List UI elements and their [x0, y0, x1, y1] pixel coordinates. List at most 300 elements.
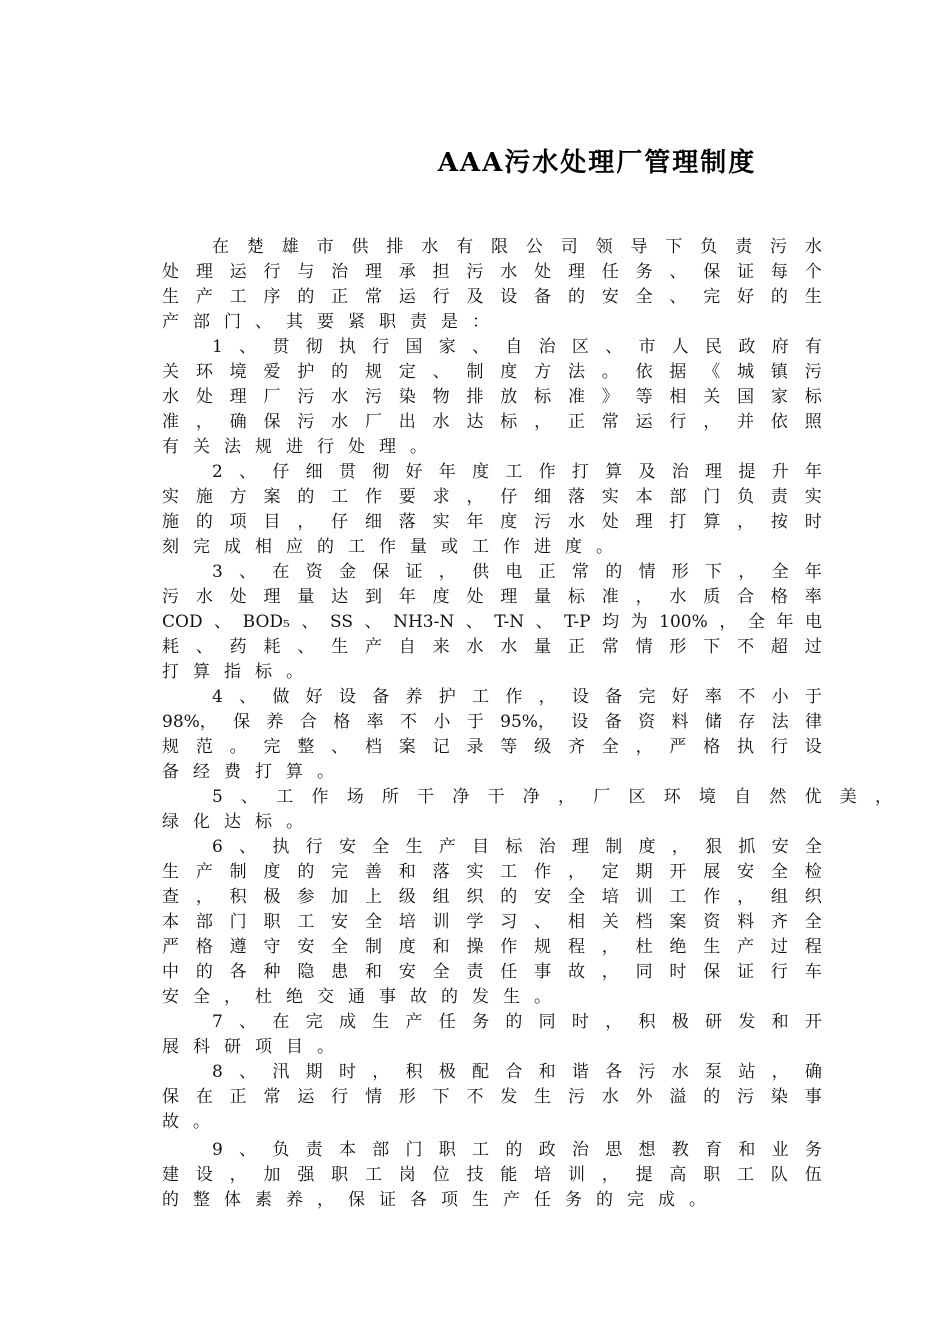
body-char: 仔: [272, 462, 290, 482]
body-char: 是: [441, 312, 458, 332]
body-char: 极: [671, 1012, 689, 1032]
body-char: 紧: [348, 312, 365, 332]
body-char: 好: [305, 687, 323, 707]
body-line: [162, 285, 822, 310]
body-char: 全: [364, 912, 382, 932]
body-char: 档: [635, 912, 653, 932]
body-char: 严: [669, 737, 687, 757]
body-char: 。: [286, 812, 303, 832]
body-char: 度: [500, 362, 518, 382]
body-char: 正: [567, 637, 585, 657]
body-char: 污: [737, 1087, 755, 1107]
body-char: 教: [671, 1140, 689, 1160]
body-char: 、: [239, 562, 257, 582]
body-char: 担: [432, 262, 450, 282]
body-char: 全: [331, 937, 349, 957]
body-char: 成: [658, 1190, 675, 1210]
body-char: 正: [229, 1087, 247, 1107]
body-char: 水: [466, 637, 484, 657]
body-char: 保: [703, 262, 721, 282]
body-char: 、: [301, 612, 319, 632]
body-char: 和: [432, 937, 450, 957]
body-char: 和: [771, 1012, 789, 1032]
body-char: 训: [432, 912, 450, 932]
body-char: 在: [212, 237, 229, 257]
body-char: 下: [665, 237, 683, 257]
body-char: 。: [534, 987, 551, 1007]
body-char: 部: [195, 912, 213, 932]
body-char: 工: [505, 462, 523, 482]
body-char: 爱: [263, 362, 281, 382]
body-char: 家: [438, 337, 456, 357]
body-char: 放: [500, 387, 518, 407]
body-char: 职: [379, 312, 396, 332]
body-char: 度: [263, 862, 281, 882]
body-char: 、: [239, 1062, 257, 1082]
body-char: 时: [804, 512, 822, 532]
body-char: 交: [317, 987, 334, 1007]
body-char: 据: [669, 362, 687, 382]
body-char: 保: [162, 1087, 179, 1107]
body-char: 工: [500, 862, 518, 882]
body-char: 谐: [571, 1062, 589, 1082]
body-char: 不: [400, 712, 418, 732]
body-char: 育: [705, 1140, 723, 1160]
body-char: 人: [671, 337, 689, 357]
body-char: 加: [331, 887, 349, 907]
body-char: 量: [534, 587, 552, 607]
body-char: ，: [601, 937, 619, 957]
body-char: 常: [601, 637, 619, 657]
body-char: 和: [738, 1140, 756, 1160]
body-char: 处: [229, 587, 247, 607]
body-char: ，: [567, 862, 585, 882]
body-char: 处: [466, 587, 484, 607]
body-char: 同: [538, 1012, 556, 1032]
body-line: [162, 560, 822, 585]
body-char: 部: [669, 487, 687, 507]
body-char: 通: [348, 987, 365, 1007]
body-char: 、: [669, 287, 687, 307]
body-char: 种: [263, 962, 281, 982]
body-char: 、: [255, 312, 272, 332]
body-char: ，: [534, 412, 552, 432]
body-line: [162, 385, 822, 410]
body-char: 度: [565, 537, 582, 557]
body-char: 发: [472, 987, 489, 1007]
body-char: 好: [405, 462, 423, 482]
body-char: 产: [195, 862, 213, 882]
body-char: 在: [272, 1012, 290, 1032]
body-char: 正: [567, 412, 585, 432]
body-char: 承: [398, 262, 416, 282]
body-char: 及: [638, 462, 656, 482]
body-char: 、: [239, 687, 257, 707]
body-char: 生: [804, 287, 822, 307]
body-char: 自: [734, 787, 752, 807]
body-char: 水: [162, 387, 179, 407]
body-char: 算: [193, 662, 210, 682]
body-char: 保: [263, 412, 281, 432]
body-char: 标: [534, 387, 552, 407]
body-char: 费: [224, 762, 241, 782]
body-char: 目: [472, 837, 490, 857]
body-char: 外: [635, 1087, 653, 1107]
body-char: 水: [671, 1062, 689, 1082]
body-char: 的: [195, 962, 213, 982]
body-char: 理: [705, 462, 723, 482]
body-char: 水: [500, 637, 518, 657]
body-char: 的: [317, 537, 334, 557]
body-char: 打: [162, 662, 179, 682]
body-char: 的: [297, 862, 315, 882]
body-char: 责: [735, 237, 753, 257]
body-char: 全: [747, 612, 765, 632]
body-char: 实: [601, 487, 619, 507]
body-char: 相: [669, 387, 687, 407]
body-char: ，: [703, 412, 721, 432]
body-char: 水: [331, 412, 349, 432]
body-char: 研: [705, 1012, 723, 1032]
body-char: 的: [505, 1012, 523, 1032]
body-char: 队: [770, 1165, 788, 1185]
body-char: 积: [405, 1062, 423, 1082]
body-char: 生: [472, 1190, 489, 1210]
body-char: 彻: [305, 337, 323, 357]
body-char: 法: [224, 437, 241, 457]
body-char: 生: [405, 837, 423, 857]
body-char: 档: [364, 737, 382, 757]
body-char: 设: [571, 712, 589, 732]
body-char: 泵: [705, 1062, 723, 1082]
body-char: 工: [669, 887, 687, 907]
body-char: 积: [229, 887, 247, 907]
body-char: 打: [255, 762, 272, 782]
body-char: 安: [601, 287, 619, 307]
body-char: 思: [605, 1140, 623, 1160]
body-char: 每: [770, 262, 788, 282]
body-char: 、: [195, 637, 213, 657]
body-char: 环: [663, 787, 681, 807]
body-char: 、: [214, 612, 232, 632]
body-char: 的: [500, 887, 518, 907]
body-char: 落: [398, 512, 416, 532]
body-char: 工: [229, 287, 247, 307]
body-char: 事: [379, 987, 396, 1007]
body-char: 极: [438, 1062, 456, 1082]
body-char: 运: [635, 412, 653, 432]
body-char: 和: [364, 962, 382, 982]
body-char: 要: [317, 312, 334, 332]
body-char: 。: [229, 737, 247, 757]
body-char: 行: [770, 737, 788, 757]
body-char: 汛: [272, 1062, 290, 1082]
body-char: 完: [703, 287, 721, 307]
body-char: 法: [567, 362, 585, 382]
body-char: 度: [500, 512, 518, 532]
body-char: 抓: [738, 837, 756, 857]
body-char: 项: [229, 512, 247, 532]
body-char: 达: [224, 812, 241, 832]
body-char: BOD₅: [242, 612, 290, 632]
body-line: [162, 360, 822, 385]
body-char: 境: [229, 362, 247, 382]
body-char: 产: [162, 312, 179, 332]
body-char: 年: [776, 612, 794, 632]
body-char: 7: [212, 1012, 223, 1032]
body-char: 相: [567, 912, 585, 932]
body-char: 证: [405, 562, 423, 582]
body-char: 升: [771, 462, 789, 482]
body-char: 作: [364, 487, 382, 507]
body-char: 岗: [398, 1165, 416, 1185]
body-char: 年: [438, 462, 456, 482]
body-line: [162, 1035, 822, 1060]
body-char: 准: [162, 412, 179, 432]
body-char: 项: [255, 1037, 272, 1057]
body-char: 依: [770, 412, 788, 432]
body-char: 污: [364, 387, 382, 407]
body-char: 的: [596, 1190, 613, 1210]
body-line: [162, 1060, 822, 1085]
body-char: 务: [565, 1190, 582, 1210]
body-char: 打: [571, 462, 589, 482]
body-char: 养: [405, 687, 423, 707]
body-char: 严: [162, 937, 179, 957]
body-char: 备: [604, 712, 622, 732]
body-char: 、: [239, 1140, 257, 1160]
body-char: 率: [804, 587, 822, 607]
body-char: 规: [162, 737, 179, 757]
body-char: 检: [804, 862, 822, 882]
body-char: 任: [534, 1190, 551, 1210]
body-char: 有: [456, 237, 474, 257]
body-char: 治: [671, 462, 689, 482]
body-char: 养: [286, 1190, 303, 1210]
body-char: 本: [162, 912, 179, 932]
body-char: ，: [466, 487, 484, 507]
body-line: [162, 885, 822, 910]
body-char: 理: [195, 262, 213, 282]
body-char: 处: [534, 262, 552, 282]
body-char: 指: [224, 662, 241, 682]
body-char: 厂: [263, 387, 281, 407]
body-char: 厂: [593, 787, 611, 807]
body-char: 细: [364, 512, 382, 532]
body-char: 刻: [162, 537, 179, 557]
body-char: 到: [364, 587, 382, 607]
body-char: 制: [229, 862, 247, 882]
body-char: 工: [472, 1140, 490, 1160]
body-char: 整: [297, 737, 315, 757]
body-char: 案: [263, 487, 281, 507]
body-char: 故: [162, 1112, 179, 1132]
body-char: 强: [297, 1165, 315, 1185]
body-char: 细: [305, 462, 323, 482]
body-char: 物: [432, 387, 450, 407]
body-char: 作: [311, 787, 329, 807]
body-char: 职: [438, 1140, 456, 1160]
body-char: 等: [500, 737, 518, 757]
body-char: 标: [255, 662, 272, 682]
body-char: 率: [705, 687, 723, 707]
body-char: 楚: [246, 237, 264, 257]
body-char: 治: [538, 837, 556, 857]
body-char: 故: [567, 962, 585, 982]
body-char: 量: [297, 587, 315, 607]
body-char: 国: [405, 337, 423, 357]
body-char: 5: [212, 787, 223, 807]
body-char: 水: [331, 387, 349, 407]
body-char: 展: [703, 862, 721, 882]
body-char: 于: [804, 687, 822, 707]
body-char: 安: [331, 912, 349, 932]
body-char: 。: [286, 662, 303, 682]
body-char: 。: [596, 537, 613, 557]
body-char: 执: [737, 737, 755, 757]
body-char: ，: [874, 787, 892, 807]
body-char: 门: [405, 1140, 423, 1160]
body-char: 记: [432, 737, 450, 757]
body-char: 关: [601, 912, 619, 932]
body-char: 建: [162, 1165, 179, 1185]
body-char: 案: [669, 912, 687, 932]
body-char: 应: [286, 537, 303, 557]
body-char: 站: [738, 1062, 756, 1082]
body-char: 体: [224, 1190, 241, 1210]
body-char: 项: [441, 1190, 458, 1210]
body-char: 金: [338, 562, 356, 582]
body-char: 、: [535, 612, 553, 632]
body-char: 为: [630, 612, 648, 632]
body-char: 各: [229, 962, 247, 982]
body-line: [162, 760, 822, 785]
body-char: 患: [331, 962, 349, 982]
body-char: 理: [229, 387, 247, 407]
body-line: [162, 260, 822, 285]
body-line: [162, 460, 822, 485]
body-char: 律: [804, 712, 822, 732]
body-char: 工: [348, 537, 365, 557]
body-char: 安: [771, 837, 789, 857]
body-char: 备: [162, 762, 179, 782]
body-char: 全: [432, 962, 450, 982]
body-char: 、: [239, 1012, 257, 1032]
body-char: 研: [224, 1037, 241, 1057]
body-line: [162, 635, 822, 660]
body-char: 年: [398, 587, 416, 607]
body-char: 落: [567, 487, 585, 507]
body-char: 生: [534, 1087, 552, 1107]
body-char: 资: [703, 912, 721, 932]
body-char: 污: [638, 1062, 656, 1082]
body-char: 工: [276, 787, 294, 807]
body-char: 产: [364, 637, 382, 657]
body-char: 的: [195, 512, 213, 532]
body-char: 行: [331, 1087, 349, 1107]
body-char: 城: [737, 362, 755, 382]
body-char: 按: [770, 512, 788, 532]
body-char: ，: [317, 1190, 334, 1210]
body-char: 水: [567, 512, 585, 532]
body-char: 责: [770, 487, 788, 507]
body-char: 储: [704, 712, 722, 732]
body-char: 净: [452, 787, 470, 807]
body-char: 职: [703, 1165, 721, 1185]
body-char: 仔: [331, 512, 349, 532]
body-char: 备: [372, 687, 390, 707]
body-char: 干: [417, 787, 435, 807]
body-char: 。: [317, 762, 334, 782]
body-char: 。: [601, 362, 619, 382]
body-char: 年: [466, 512, 484, 532]
body-char: 务: [472, 1012, 490, 1032]
body-char: 然: [769, 787, 787, 807]
body-char: 安: [297, 937, 315, 957]
body-char: 的: [770, 287, 788, 307]
body-char: 养: [266, 712, 284, 732]
body-char: 合: [737, 587, 755, 607]
body-char: 贯: [338, 462, 356, 482]
body-char: 工: [737, 1165, 755, 1185]
body-char: 开: [804, 1012, 822, 1032]
body-line: [162, 435, 822, 460]
body-char: 2: [212, 462, 223, 482]
body-char: 算: [605, 462, 623, 482]
body-char: 不: [466, 1087, 484, 1107]
body-char: 行: [432, 287, 450, 307]
body-char: 程: [804, 937, 822, 957]
body-char: 部: [193, 312, 210, 332]
body-char: 自: [505, 337, 523, 357]
body-char: 的: [703, 1087, 721, 1107]
body-char: 。: [689, 1190, 706, 1210]
body-char: 进: [534, 537, 551, 557]
body-char: 整: [193, 1190, 210, 1210]
body-char: 实: [432, 512, 450, 532]
body-char: 中: [162, 962, 179, 982]
body-char: 水: [421, 237, 439, 257]
body-char: 车: [804, 962, 822, 982]
body-char: 全: [567, 887, 585, 907]
body-char: 保: [703, 962, 721, 982]
body-char: 、: [331, 737, 349, 757]
body-char: 完: [627, 1190, 644, 1210]
body-char: 常: [263, 1087, 281, 1107]
body-char: 下: [432, 1087, 450, 1107]
body-char: 能: [500, 1165, 518, 1185]
body-char: 量: [534, 637, 552, 657]
body-char: 关: [162, 362, 179, 382]
body-char: 织: [466, 887, 484, 907]
body-char: 各: [410, 1190, 427, 1210]
body-char: 形: [669, 637, 687, 657]
body-char: 环: [195, 362, 213, 382]
body-char: 耗: [162, 637, 179, 657]
body-char: 下: [705, 562, 723, 582]
body-char: 生: [703, 937, 721, 957]
body-char: 、: [534, 912, 552, 932]
body-char: 积: [638, 1012, 656, 1032]
body-char: 的: [297, 487, 315, 507]
body-char: 资: [638, 712, 656, 732]
body-char: 各: [605, 1062, 623, 1082]
body-char: 理: [567, 262, 585, 282]
body-char: 作: [379, 537, 396, 557]
body-char: 证: [379, 1190, 396, 1210]
body-char: 制: [364, 937, 382, 957]
body-char: 安: [398, 962, 416, 982]
